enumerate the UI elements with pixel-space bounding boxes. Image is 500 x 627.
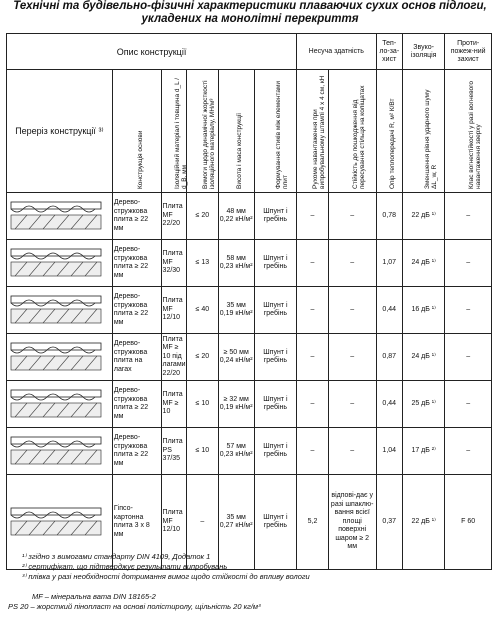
cell-req: ≤ 40 <box>186 287 218 334</box>
cell-insul: Плита MF 32/30 <box>161 240 186 287</box>
cell-load: 5,2 <box>297 475 329 570</box>
cell-joint: Шпунт і гребінь <box>254 240 296 287</box>
cell-sound: 24 дБ ¹⁾ <box>402 240 444 287</box>
cell-fire: – <box>445 287 492 334</box>
section-drawing <box>7 240 113 287</box>
cell-base: Дерево-стружкова плита ≥ 22 мм <box>112 428 161 475</box>
header-col-load: Рухоме навантаження при випробувальному штампі 4 x 4 см, кН <box>297 70 329 193</box>
cell-height: 35 мм 0,19 кН/м² <box>218 287 254 334</box>
header-sound: Звуко-ізоляція <box>402 34 444 70</box>
cell-heat: 0,44 <box>376 381 402 428</box>
cell-heat: 0,78 <box>376 193 402 240</box>
table-row <box>7 381 492 428</box>
cell-height: 57 мм 0,23 кН/м² <box>218 428 254 475</box>
cell-sound: 22 дБ ¹⁾ <box>402 475 444 570</box>
header-col-height: Висота і маса конструкції <box>218 70 254 193</box>
cell-fire: F 60 <box>445 475 492 570</box>
section-drawing <box>7 381 113 428</box>
section-drawing <box>7 287 113 334</box>
section-drawing <box>7 193 113 240</box>
header-col-insul: Ізоляційний матеріал і товщина d_L / d_B, мм <box>161 70 186 193</box>
cell-joint: Шпунт і гребінь <box>254 428 296 475</box>
page-title: Технічні та будівельно-фізичні характеристики плаваючих сухих основ підлоги, укладених на монолітні перекриття <box>13 0 487 25</box>
cell-heat: 1,04 <box>376 428 402 475</box>
cell-req: – <box>186 475 218 570</box>
cell-fire: – <box>445 334 492 381</box>
cell-load: – <box>297 193 329 240</box>
header-col-req: Вимоги щодо динамічної жорсткості ізоляційного матеріалу, МН/м³ <box>186 70 218 193</box>
footnote-2: ²⁾ сертифікат, що підтверджує результати випробувань <box>22 562 228 571</box>
cell-joint: Шпунт і гребінь <box>254 475 296 570</box>
header-heat: Теп-ло-за-хист <box>376 34 402 70</box>
header-section: Переріз конструкції ³⁾ <box>7 70 113 193</box>
cell-load: – <box>297 381 329 428</box>
cell-height: 48 мм 0,22 кН/м² <box>218 193 254 240</box>
cell-stab: – <box>328 193 376 240</box>
cell-sound: 17 дБ ²⁾ <box>402 428 444 475</box>
cell-sound: 16 дБ ¹⁾ <box>402 287 444 334</box>
cell-base: Дерево-стружкова плита ≥ 22 мм <box>112 381 161 428</box>
table-row <box>7 193 492 240</box>
cell-heat: 1,07 <box>376 240 402 287</box>
cell-height: 58 мм 0,23 кН/м² <box>218 240 254 287</box>
cell-height: 35 мм 0,27 кН/м² <box>218 475 254 570</box>
cell-joint: Шпунт і гребінь <box>254 287 296 334</box>
cell-req: ≤ 10 <box>186 381 218 428</box>
cell-base: Дерево-стружкова плита на лагах <box>112 334 161 381</box>
footnote-1: ¹⁾ згідно з вимогами стандарту DIN 4109, Додаток 1 <box>22 552 211 561</box>
header-description: Опис конструкції <box>7 34 297 70</box>
cell-req: ≤ 13 <box>186 240 218 287</box>
cell-stab: – <box>328 381 376 428</box>
cell-load: – <box>297 334 329 381</box>
cell-stab: – <box>328 334 376 381</box>
header-col-stab: Стійкість до пошкодження від пересування стільця на коліщатах <box>328 70 376 193</box>
cell-load: – <box>297 428 329 475</box>
footnote-3: ³⁾ плівка у разі необхідності дотримання вимог щодо стійкості до впливу вологи <box>22 572 310 581</box>
cell-sound: 22 дБ ¹⁾ <box>402 193 444 240</box>
characteristics-table <box>6 33 492 570</box>
header-col-sound: Зменшення рівня ударного шуму ΔL_w, R <box>402 70 444 193</box>
cell-heat: 0,37 <box>376 475 402 570</box>
cell-base: Дерево-стружкова плита ≥ 22 мм <box>112 287 161 334</box>
cell-stab: – <box>328 287 376 334</box>
cell-load: – <box>297 287 329 334</box>
cell-stab: – <box>328 428 376 475</box>
cell-stab: відпові-дає у разі шпаклю-вання всієї площі поверхні шаром ≥ 2 мм <box>328 475 376 570</box>
cell-sound: 25 дБ ¹⁾ <box>402 381 444 428</box>
cell-joint: Шпунт і гребінь <box>254 334 296 381</box>
cell-sound: 24 дБ ¹⁾ <box>402 334 444 381</box>
header-bearing: Несуча здатність <box>297 34 376 70</box>
cell-heat: 0,44 <box>376 287 402 334</box>
cell-height: ≥ 32 мм 0,19 кН/м² <box>218 381 254 428</box>
cell-base: Дерево-стружкова плита ≥ 22 мм <box>112 240 161 287</box>
cell-fire: – <box>445 428 492 475</box>
header-fire: Проти-пожеж-ний захист <box>445 34 492 70</box>
cell-fire: – <box>445 381 492 428</box>
cell-joint: Шпунт і гребінь <box>254 193 296 240</box>
cell-joint: Шпунт і гребінь <box>254 381 296 428</box>
cell-load: – <box>297 240 329 287</box>
cell-insul: Плита MF 12/10 <box>161 475 186 570</box>
cell-insul: Плита MF ≥ 10 під лагами 22/20 <box>161 334 186 381</box>
header-col-fire: Клас вогнестійкості у разі вогневого навантаження зверху <box>445 70 492 193</box>
legend-ps: PS 20 – жорсткий пінопласт на основі полістиролу, щільність 20 кг/м³ <box>8 602 261 611</box>
section-drawing <box>7 334 113 381</box>
cell-insul: Плита MF 22/20 <box>161 193 186 240</box>
table-row <box>7 240 492 287</box>
cell-fire: – <box>445 240 492 287</box>
cell-heat: 0,87 <box>376 334 402 381</box>
cell-stab: – <box>328 240 376 287</box>
legend-mf: MF – мінеральна вата DIN 18165-2 <box>32 592 156 601</box>
cell-req: ≤ 20 <box>186 193 218 240</box>
section-drawing <box>7 428 113 475</box>
cell-fire: – <box>445 193 492 240</box>
cell-insul: Плита PS 37/35 <box>161 428 186 475</box>
cell-insul: Плита MF 12/10 <box>161 287 186 334</box>
cell-req: ≤ 20 <box>186 334 218 381</box>
header-col-joint: Формування стиків між елементами плит <box>254 70 296 193</box>
header-col-base: Конструкція основи <box>112 70 161 193</box>
cell-req: ≤ 10 <box>186 428 218 475</box>
table-row <box>7 428 492 475</box>
table-row <box>7 334 492 381</box>
table-row <box>7 287 492 334</box>
cell-insul: Плита MF ≥ 10 <box>161 381 186 428</box>
cell-height: ≥ 50 мм 0,24 кН/м² <box>218 334 254 381</box>
cell-base: Гіпсо-картонна плита 3 x 8 мм <box>112 475 161 570</box>
cell-base: Дерево-стружкова плита ≥ 22 мм <box>112 193 161 240</box>
header-col-heat: Опір теплопередачі R, м² К/Вт <box>376 70 402 193</box>
